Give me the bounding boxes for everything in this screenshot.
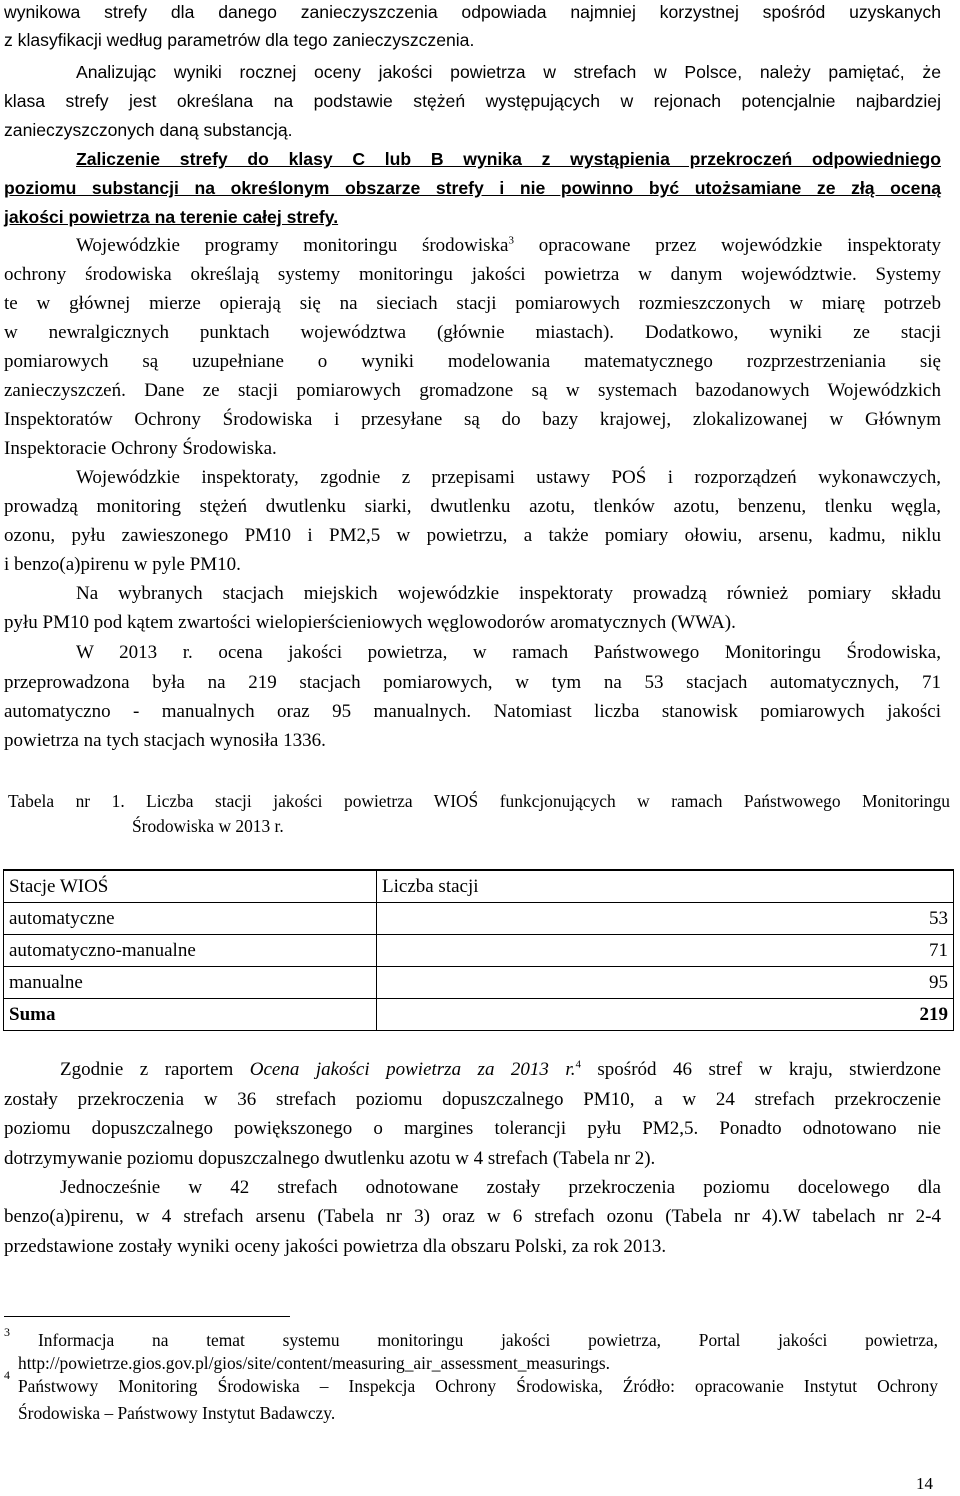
table-sum-value: 219: [377, 999, 954, 1031]
table-cell-label: automatyczno-manualne: [4, 935, 377, 967]
footnote-3-link[interactable]: http://powietrze.gios.gov.pl/gios/site/content/measuring_air_assessment_measurings.: [18, 1353, 610, 1373]
stations-table: [3, 869, 954, 1031]
table-caption-line-2: Środowiska w 2013 r.: [132, 816, 284, 836]
paragraph-8-line-3: poziomu dopuszczalnego powiększonego o margines tolerancji pyłu PM2,5. Ponadto odnotowano nie: [4, 1118, 941, 1139]
paragraph-4-line-3: te w głównej mierze opierają się na sieciach stacji pomiarowych rozmieszczonych w miarę potrzeb: [4, 293, 941, 314]
paragraph-4-line-7: Inspektoratów Ochrony Środowiska i przesyłane są do bazy krajowej, zlokalizowanej w Głównym: [4, 409, 941, 430]
footnote-number: 4: [4, 1368, 10, 1382]
paragraph-5-line-3: ozonu, pyłu zawieszonego PM10 i PM2,5 w powietrzu, a także pomiary ołowiu, arsenu, kadmu, niklu: [4, 525, 941, 546]
paragraph-2-line-1: Analizując wyniki rocznej oceny jakości powietrza w strefach w Polsce, należy pamiętać, że: [76, 62, 941, 82]
paragraph-7-line-3: automatyczno - manualnych oraz 95 manualnych. Natomiast liczba stanowisk pomiarowych jakości: [4, 701, 941, 722]
table-row: [4, 967, 954, 999]
footnote-4-line-2: Środowiska – Państwowy Instytut Badawczy.: [18, 1403, 336, 1423]
paragraph-5-line-1: Wojewódzkie inspektoraty, zgodnie z przepisami ustawy POŚ i rozporządzeń wykonawczych,: [76, 467, 941, 488]
footnote-3-line-1: Informacja na temat systemu monitoringu jakości powietrza, Portal jakości powietrza,: [38, 1330, 938, 1350]
table-cell-value: 95: [377, 967, 954, 999]
paragraph-2-line-2: klasa strefy jest określana na podstawie stężeń występujących w rejonach potencjalnie najbardziej: [4, 91, 941, 111]
bold-notice-line-2: poziomu substancji na określonym obszarze strefy i nie powinno być utożsamiane ze złą oceną: [4, 178, 941, 198]
footnote-ref-3: 3: [508, 234, 514, 247]
paragraph-5-line-4: i benzo(a)pirenu w pyle PM10.: [4, 554, 241, 575]
paragraph-6-line-2: pyłu PM10 pod kątem zwartości wielopierścieniowych węglowodorów aromatycznych (WWA).: [4, 612, 736, 633]
bold-notice-line-1: Zaliczenie strefy do klasy C lub B wynika z wystąpienia przekroczeń odpowiedniego: [76, 149, 941, 169]
bold-notice-line-3: jakości powietrza na terenie całej strefy.: [4, 207, 339, 227]
paragraph-7-line-1: W 2013 r. ocena jakości powietrza, w ramach Państwowego Monitoringu Środowiska,: [76, 642, 941, 663]
footnote-4-line-1: Państwowy Monitoring Środowiska – Inspekcja Ochrony Środowiska, Źródło: opracowanie Instytut Ochrony: [18, 1376, 938, 1396]
paragraph-4-line-8: Inspektoracie Ochrony Środowiska.: [4, 438, 277, 459]
table-cell-value: 53: [377, 903, 954, 935]
table-header-cell: Stacje WIOŚ: [4, 870, 377, 903]
page-number: 14: [916, 1474, 933, 1493]
paragraph-4-line-1: Wojewódzkie programy monitoringu środowiska$^3$ opracowane przez wojewódzkie inspektoraty: [76, 234, 941, 256]
paragraph-8-line-4: dotrzymywanie poziomu dopuszczalnego dwutlenku azotu w 4 strefach (Tabela nr 2).: [4, 1148, 656, 1169]
table-row: [4, 935, 954, 967]
table-caption-line-1: Tabela nr 1. Liczba stacji jakości powietrza WIOŚ funkcjonujących w ramach Państwowego Monitoringu: [8, 791, 950, 811]
table-header-cell: Liczba stacji: [377, 870, 954, 903]
table-sum-label: Suma: [4, 999, 377, 1031]
paragraph-8-line-2: zostały przekroczenia w 36 strefach poziomu dopuszczalnego PM10, a w 24 strefach przekroczenie: [4, 1089, 941, 1110]
table-cell-label: automatyczne: [4, 903, 377, 935]
paragraph-7-line-2: przeprowadzona była na 219 stacjach pomiarowych, w tym na 53 stacjach automatycznych, 71: [4, 672, 941, 693]
table-row: [4, 903, 954, 935]
paragraph-7-line-4: powietrza na tych stacjach wynosiła 1336.: [4, 730, 326, 751]
paragraph-4-line-5: pomiarowych są uzupełniane o wyniki modelowania matematycznego rozprzestrzeniania się: [4, 351, 941, 372]
paragraph-5-line-2: prowadzą monitoring stężeń dwutlenku siarki, dwutlenku azotu, tlenków azotu, benzenu, tlenku węgla,: [4, 496, 941, 517]
paragraph-6-line-1: Na wybranych stacjach miejskich wojewódzkie inspektoraty prowadzą również pomiary składu: [76, 583, 941, 604]
paragraph-9-line-2: benzo(a)pirenu, w 4 strefach arsenu (Tabela nr 3) oraz w 6 strefach ozonu (Tabela nr 4).W tabelach nr 2-4: [4, 1206, 941, 1227]
table-cell-value: 71: [377, 935, 954, 967]
paragraph-4-line-2: ochrony środowiska określają systemy monitoringu jakości powietrza w danym województwie. Systemy: [4, 264, 941, 285]
paragraph-1-line-1: wynikowa strefy dla danego zanieczyszczenia odpowiada najmniej korzystnej spośród uzyskanych: [4, 2, 941, 22]
paragraph-9-line-1: Jednocześnie w 42 strefach odnotowane zostały przekroczenia poziomu docelowego dla: [60, 1177, 941, 1198]
paragraph-8-line-1: Zgodnie z raportem Ocena jakości powietrza za 2013 r.$^4$ spośród 46 stref w kraju, stwierdzone: [60, 1058, 941, 1080]
paragraph-4-line-4: w newralgicznych punktach województwa (głównie miastach). Dodatkowo, wyniki ze stacji: [4, 322, 941, 343]
footnote-number: 3: [4, 1325, 10, 1339]
footnote-ref-4: 4: [575, 1058, 581, 1071]
table-sum-row: [4, 999, 954, 1031]
paragraph-1-line-2: z klasyfikacji według parametrów dla tego zanieczyszczenia.: [4, 30, 475, 50]
report-title: Ocena jakości powietrza za 2013 r.: [249, 1059, 576, 1080]
table-header-row: [4, 870, 954, 903]
footnote-separator: [4, 1316, 290, 1317]
paragraph-4-line-6: zanieczyszczeń. Dane ze stacji pomiarowych gromadzone są w systemach bazodanowych Wojewódzkich: [4, 380, 941, 401]
table-cell-label: manualne: [4, 967, 377, 999]
paragraph-9-line-3: przedstawione zostały wyniki oceny jakości powietrza dla obszaru Polski, za rok 2013.: [4, 1236, 667, 1257]
paragraph-2-line-3: zanieczyszczonych daną substancją.: [4, 120, 293, 140]
